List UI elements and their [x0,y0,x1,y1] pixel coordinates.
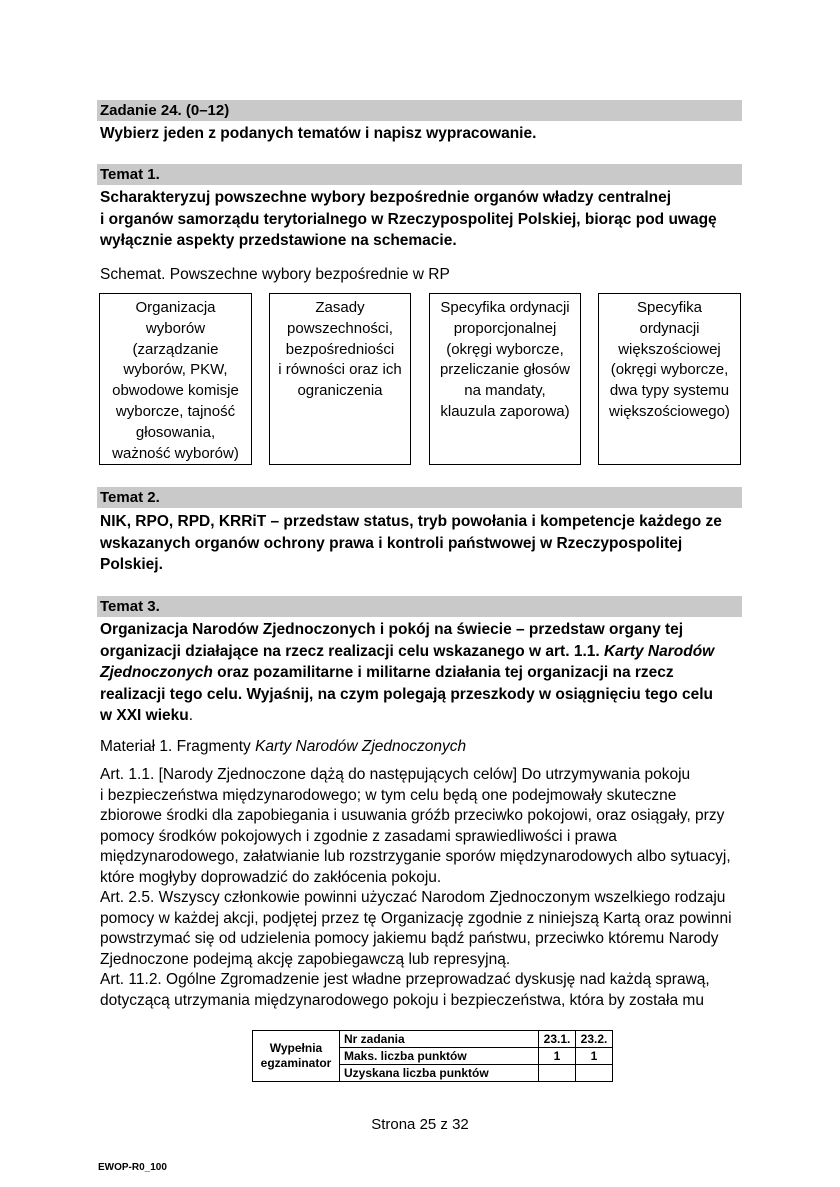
charter-articles [100,765,740,1011]
article-line: powstrzymać się od udzielenia pomocy jakiemu bądź państwu, przeciwko któremu Narody [100,930,719,947]
max-points-cell: 1 [539,1048,576,1065]
topic-1-line: i organów samorządu terytorialnego w Rzeczypospolitej Polskiej, biorąc pod uwagę [100,210,717,228]
article-line: Art. 2.5. Wszyscy członkowie powinni użyczać Narodom Zjednoczonym wszelkiego rodzaju [100,889,726,906]
schema-box-line: głosowania, [135,423,216,441]
schema-box-principles [269,293,411,465]
schema-box-line: Organizacja [135,299,216,316]
schema-box-majoritarian [598,293,741,465]
article-line: i bezpieczeństwa międzynarodowego; w tym celu będą one podejmowały skuteczne [100,786,677,804]
obtained-points-label: Uzyskana liczba punktów [340,1065,539,1082]
article-line: dotyczącą utrzymania międzynarodowego pokoju i bezpieczeństwa, która by została mu [100,991,704,1009]
exam-code: EWOP-R0_100 [98,1162,167,1173]
task-instruction: Wybierz jeden z podanych tematów i napisz wypracowanie. [100,125,537,142]
schema-box-line: Specyfika [636,299,703,316]
topic-1-label: Temat 1. [97,164,742,185]
article-line: Zjednoczone podejmą akcję zapobiegawczą lub represyjną. [100,950,511,968]
topic-3-text [100,619,740,727]
topic-1-text [100,187,740,252]
schema-box-line: wyborcze, tajność [115,402,236,420]
topic-3-line: realizacji tego celu. Wyjaśnij, na czym polegają przeszkody w osiągnięciu tego celu [100,685,714,703]
schema-box-line: proporcjonalnej [453,319,557,337]
article-line: Art. 11.2. Ogólne Zgromadzenie jest władne przeprowadzać dyskusję nad każdą sprawą, [100,971,710,988]
topic-3-line [100,641,740,663]
article-line: Art. 1.1. [Narody Zjednoczone dążą do następujących celów] Do utrzymywania pokoju [100,766,691,783]
article-line: które mogłyby doprowadzić do zakłócenia pokoju. [100,868,442,886]
topic-3-label: Temat 3. [97,596,742,617]
article-line: międzynarodowego, załatwianie lub rozstrzyganie sporów międzynarodowych albo sytuacyj, [100,848,731,865]
schema-box-line: ważność wyborów) [112,444,239,462]
topic-1-line: wyłącznie aspekty przedstawione na schemacie. [100,232,457,249]
topic-3-text-part: w XXI wieku [100,707,189,724]
topic-3-period: . [188,707,194,724]
task-number-cell: 23.2. [576,1031,613,1048]
task-number-cell: 23.1. [539,1031,576,1048]
examiner-label-line: Wypełnia [269,1041,323,1055]
material-caption [100,736,740,758]
schema-box-line: Zasady [315,299,365,316]
topic-2-text [100,511,740,576]
topic-2-line: Polskiej. [100,556,163,573]
article-line: pomocy środków pokojowych i zgodnie z zasadami sprawiedliwości i prawa [100,827,617,845]
examiner-label-line: egzaminator [260,1056,332,1070]
topic-3-line [100,705,740,727]
task-header: Zadanie 24. (0–12) [97,100,742,121]
schema-box-line: ordynacji [639,319,700,337]
schema-box-line: wyborów, PKW, [123,361,228,379]
schema-box-line: większościowej [618,340,721,358]
schema-box-organization [99,293,252,465]
schema-box-line: i równości oraz ich [278,361,402,379]
schema-box-proportional [429,293,581,465]
page-number: Strona 25 z 32 [371,1116,469,1133]
max-points-cell: 1 [576,1048,613,1065]
topic-2-label: Temat 2. [97,487,742,508]
schema-box-line: klauzula zaporowa) [440,402,570,420]
obtained-points-cell[interactable] [539,1065,576,1082]
schema-box-line: dwa typy systemu [609,382,730,400]
article-line: pomocy w każdej akcji, podjętej przez tę Organizację zgodnie z niniejszą Kartą oraz powinni [100,909,732,927]
material-title: Karty Narodów Zjednoczonych [255,738,467,755]
schema-box-line: ograniczenia [297,382,383,400]
material-prefix: Materiał 1. Fragmenty [100,738,256,755]
topic-2-line: wskazanych organów ochrony prawa i kontroli państwowej w Rzeczypospolitej [100,534,683,552]
examiner-label [253,1031,340,1082]
schema-box-line: większościowego) [609,402,730,420]
charter-title-italic: Zjednoczonych [100,664,213,681]
examiner-score-table [252,1030,613,1082]
schema-box-line: (zarządzanie [132,340,219,358]
topic-3-line [100,662,740,684]
schema-box-line: Specyfika ordynacji [440,299,570,316]
schema-box-line: wyborów [145,319,206,337]
schema-box-line: na mandaty, [464,382,546,400]
topic-2-line: NIK, RPO, RPD, KRRiT – przedstaw status, tryb powołania i kompetencje każdego ze [100,513,722,530]
topic-3-text-part: oraz pozamilitarne i militarne działania tej organizacji na rzecz [212,664,674,681]
schema-box-line: przeliczanie głosów [439,361,571,379]
charter-title-italic: Karty Narodów [603,642,715,660]
max-points-label: Maks. liczba punktów [340,1048,539,1065]
task-number-label: Nr zadania [340,1031,539,1048]
schema-box-line: powszechności, [287,319,393,337]
topic-1-line: Scharakteryzuj powszechne wybory bezpośrednie organów władzy centralnej [100,189,672,206]
schema-box-line: obwodowe komisje [112,382,239,400]
topic-3-text-part: organizacji działające na rzecz realizacji celu wskazanego w art. 1.1. [100,642,604,660]
article-line: zbiorowe środki dla zapobiegania i usuwania gróźb przeciwko pokojowi, oraz osiągały, przy [100,807,725,824]
schema-box-line: (okręgi wyborcze, [610,361,729,379]
schema-caption: Schemat. Powszechne wybory bezpośrednie w RP [100,266,450,283]
schema-box-line: bezpośredniości [285,340,395,358]
topic-3-line: Organizacja Narodów Zjednoczonych i pokój na świecie – przedstaw organy tej [100,621,684,638]
schema-box-line: (okręgi wyborcze, [446,340,564,358]
obtained-points-cell[interactable] [576,1065,613,1082]
